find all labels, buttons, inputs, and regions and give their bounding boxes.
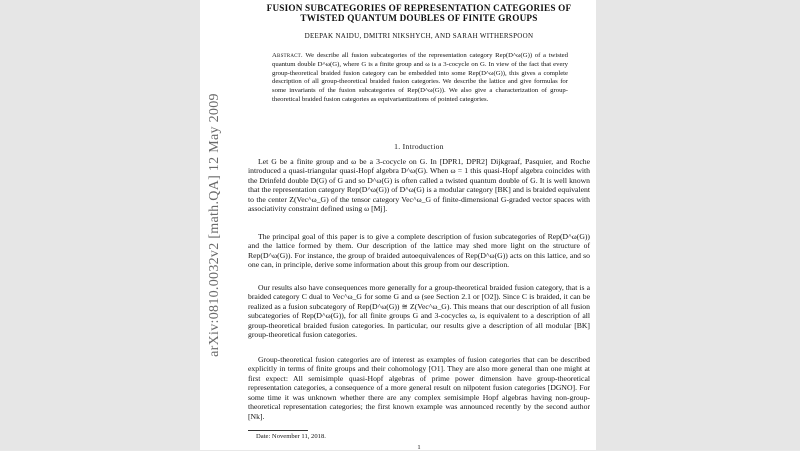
body-paragraph: Group-theoretical fusion categories are of interest as examples of fusion categories that can be described explicitly in terms of finite groups and their cohomology [O1]. They are also more general than one might at first expect: All semisimple quasi-Hopf algebras of prime power dimension have group-theoretical representation categories, a consequence of a more general result on nilpotent fusion categories [DGNO]. For some time it was unknown whether there are any complex semisimple Hopf algebras having non-group-theoretical representation categories; the first known example was announced recently by the second author [Nk]. — [248, 355, 590, 421]
viewer-background-right — [596, 0, 800, 450]
footnote-date: Date: November 11, 2018. — [256, 433, 326, 440]
body-paragraph: Our results also have consequences more generally for a group-theoretical braided fusion category, that is a braided category C dual to Vec^ω_G for some G and ω (see Section 2.1 or [O2]). Since C is braided, it can be realized as a fusion subcategory of Rep(D^ω(G)) ≅ Z(Vec^ω_G). This means that our description of all fusion subcategories of Rep(D^ω(G)), for all finite groups G and 3-cocycles ω, is equivalent to a description of all group-theoretical braided fusion categories. In particular, our results give a description of all modular [BK] group-theoretical fusion categories. — [248, 283, 590, 340]
paper-title-line-1: FUSION SUBCATEGORIES OF REPRESENTATION CATEGORIES OF — [266, 3, 572, 13]
section-heading: 1. Introduction — [394, 142, 444, 151]
body-paragraph: The principal goal of this paper is to give a complete description of fusion subcategories of Rep(D^ω(G)) and the lattice formed by them. Our description of the lattice may shed more light on the structure of Rep(D^ω(G)). For instance, the group of braided autoequivalences of Rep(D^ω(G)) acts on this lattice, and so one can, in principle, derive some information about this group from our description. — [248, 232, 590, 270]
page-content — [248, 0, 590, 450]
paper-title-line-2: TWISTED QUANTUM DOUBLES OF FINITE GROUPS — [300, 13, 538, 23]
abstract-text: We describe all fusion subcategories of the representation category Rep(D^ω(G)) of a twisted quantum double D^ω(G), where G is a finite group and ω is a 3-cocycle on G. In view of the fact that every group-theoretical braided fusion category can be embedded into some Rep(D^ω(G)), this gives a complete description of all group-theoretical braided fusion categories. We describe the lattice and give formulas for some invariants of the fusion subcategories of Rep(D^ω(G)). We also give a characterization of group-theoretical braided fusion categories as equivariantizations of pointed categories. — [272, 52, 568, 103]
page-number: 1 — [417, 444, 421, 451]
arxiv-id-text: arXiv:0810.0032v2 [math.QA] 12 May 2009 — [207, 93, 223, 357]
abstract — [272, 52, 568, 105]
viewer-background-left — [0, 0, 202, 450]
arxiv-stamp — [200, 0, 230, 450]
body-paragraph: Let G be a finite group and ω be a 3-cocycle on G. In [DPR1, DPR2] Dijkgraaf, Pasquier, and Roche introduced a quasi-triangular quasi-Hopf algebra D^ω(G). When ω = 1 this quasi-Hopf algebra coincides with the Drinfeld double D(G) of G and so D^ω(G) is often called a twisted quantum double of G. It is well known that the representation category Rep(D^ω(G)) of D^ω(G) is a modular category [BK] and is braided equivalent to the center Z(Vec^ω_G) of the tensor category Vec^ω_G of finite-dimensional G-graded vector spaces with associativity constraint defined using ω [Mj]. — [248, 157, 590, 214]
abstract-label: Abstract. — [272, 52, 303, 59]
paper-authors: DEEPAK NAIDU, DMITRI NIKSHYCH, AND SARAH WITHERSPOON — [304, 32, 534, 40]
footnote-rule — [248, 430, 308, 431]
